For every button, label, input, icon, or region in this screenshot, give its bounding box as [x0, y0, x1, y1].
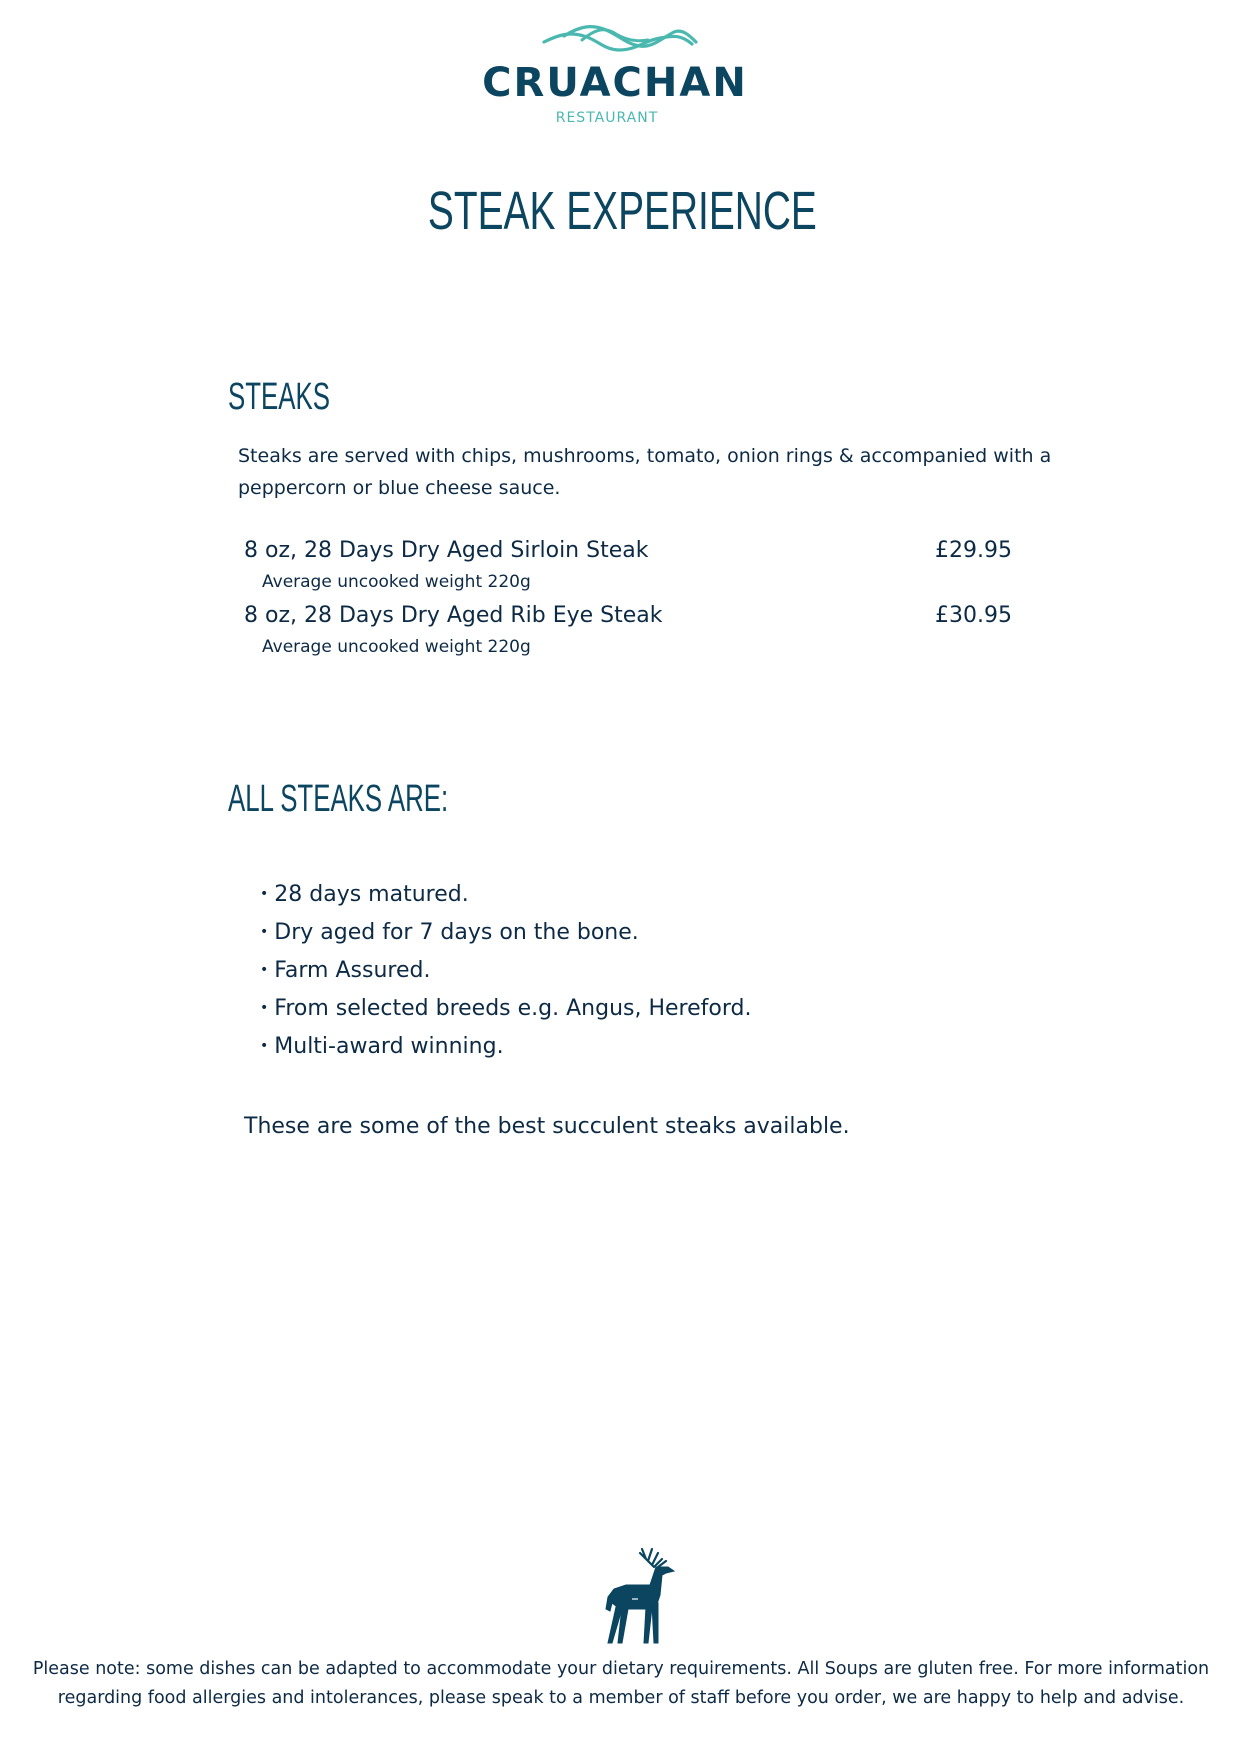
- steaks-description: Steaks are served with chips, mushrooms, tomato, onion rings & accompanied with a peppercorn or blue cheese sauce.: [238, 445, 1052, 499]
- menu-item-name: 8 oz, 28 Days Dry Aged Sirloin Steak: [244, 538, 649, 563]
- list-item: • Multi-award winning.: [260, 1029, 751, 1067]
- menu-item-price: £29.95: [935, 538, 1012, 563]
- section-heading-steaks: STEAKS: [228, 376, 330, 418]
- section-heading-all-steaks: ALL STEAKS ARE:: [228, 778, 449, 820]
- list-item: • Farm Assured.: [260, 953, 751, 991]
- menu-item-name: 8 oz, 28 Days Dry Aged Rib Eye Steak: [244, 603, 663, 628]
- stag-icon: [596, 1545, 686, 1645]
- closing-statement: These are some of the best succulent steaks available.: [244, 1114, 850, 1139]
- list-item: • Dry aged for 7 days on the bone.: [260, 915, 751, 953]
- menu-item-note: Average uncooked weight 220g: [262, 637, 531, 657]
- logo-name: CRUACHAN: [482, 60, 748, 106]
- list-item: • 28 days matured.: [260, 877, 751, 915]
- dietary-note: Please note: some dishes can be adapted to accommodate your dietary requirements. All Soups are gluten free. For more information regarding food allergies and intolerances, please speak to a member of staff before you order, we are happy to help and advise.: [32, 1659, 1210, 1708]
- list-item: • From selected breeds e.g. Angus, Hereford.: [260, 991, 751, 1029]
- page-title: STEAK EXPERIENCE: [427, 181, 817, 241]
- feature-list: [260, 877, 751, 1067]
- logo-subtitle: RESTAURANT: [555, 110, 659, 126]
- menu-item-note: Average uncooked weight 220g: [262, 572, 531, 592]
- mountain-waves-icon: [540, 20, 700, 60]
- menu-item-price: £30.95: [935, 603, 1012, 628]
